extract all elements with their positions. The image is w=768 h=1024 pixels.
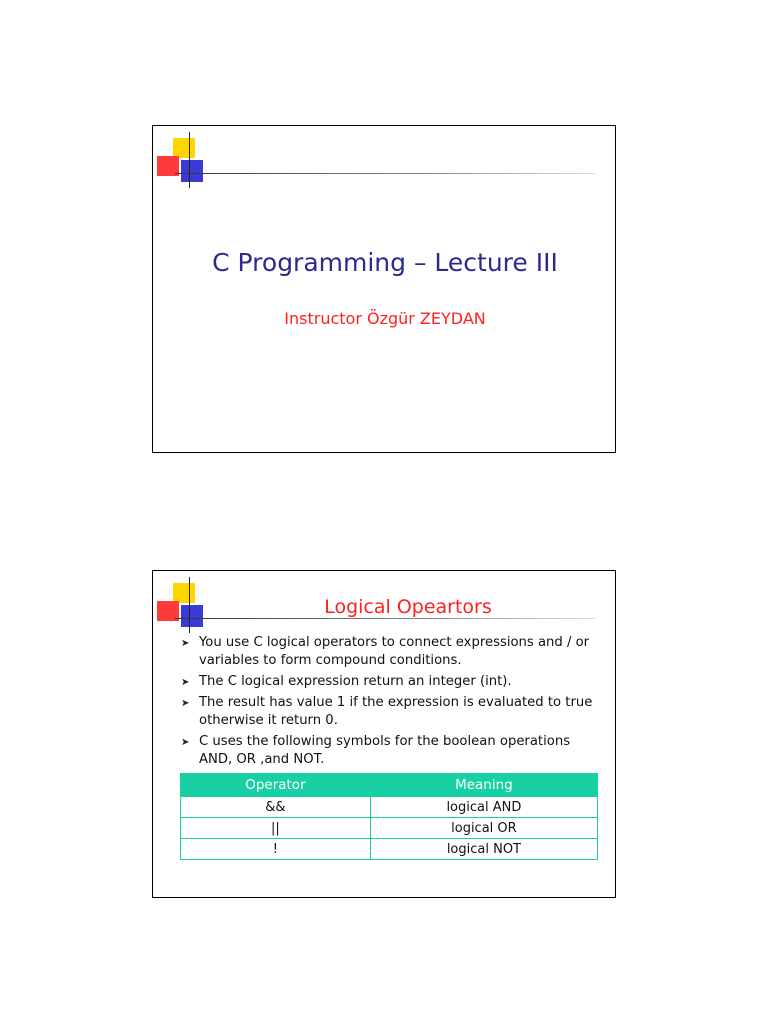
column-header-operator: Operator <box>181 774 371 797</box>
slide-subtitle: Instructor Özgür ZEYDAN <box>284 309 486 328</box>
arrow-bullet-icon: ➤ <box>181 698 190 709</box>
arrow-bullet-icon: ➤ <box>181 638 190 649</box>
bullet-list <box>179 634 599 772</box>
bullet-text: The C logical expression return an integer (int). <box>199 674 512 689</box>
table-row <box>181 839 598 860</box>
table-row <box>181 797 598 818</box>
slide-2 <box>152 570 616 898</box>
table-cell: && <box>181 797 371 818</box>
table-cell: || <box>181 818 371 839</box>
slide-title: Logical Opeartors <box>324 596 492 618</box>
operators-table <box>180 773 598 860</box>
bullet-text: The result has value 1 if the expression is evaluated to true otherwise it return 0. <box>199 695 593 728</box>
table-cell: logical NOT <box>370 839 597 860</box>
arrow-bullet-icon: ➤ <box>181 677 190 688</box>
bullet-text: C uses the following symbols for the boolean operations AND, OR ,and NOT. <box>199 734 571 767</box>
list-item <box>179 634 599 670</box>
column-header-meaning: Meaning <box>370 774 597 797</box>
slide-logo-icon <box>153 126 617 196</box>
bullet-text: You use C logical operators to connect expressions and / or variables to form compound conditions. <box>199 635 590 668</box>
list-item <box>179 673 599 691</box>
slide-title: C Programming – Lecture III <box>212 248 558 277</box>
list-item <box>179 733 599 769</box>
table-header-row <box>181 774 598 797</box>
table-cell: logical AND <box>370 797 597 818</box>
table-row <box>181 818 598 839</box>
table-cell: logical OR <box>370 818 597 839</box>
list-item <box>179 694 599 730</box>
table-cell: ! <box>181 839 371 860</box>
slide-1 <box>152 125 616 453</box>
arrow-bullet-icon: ➤ <box>181 737 190 748</box>
